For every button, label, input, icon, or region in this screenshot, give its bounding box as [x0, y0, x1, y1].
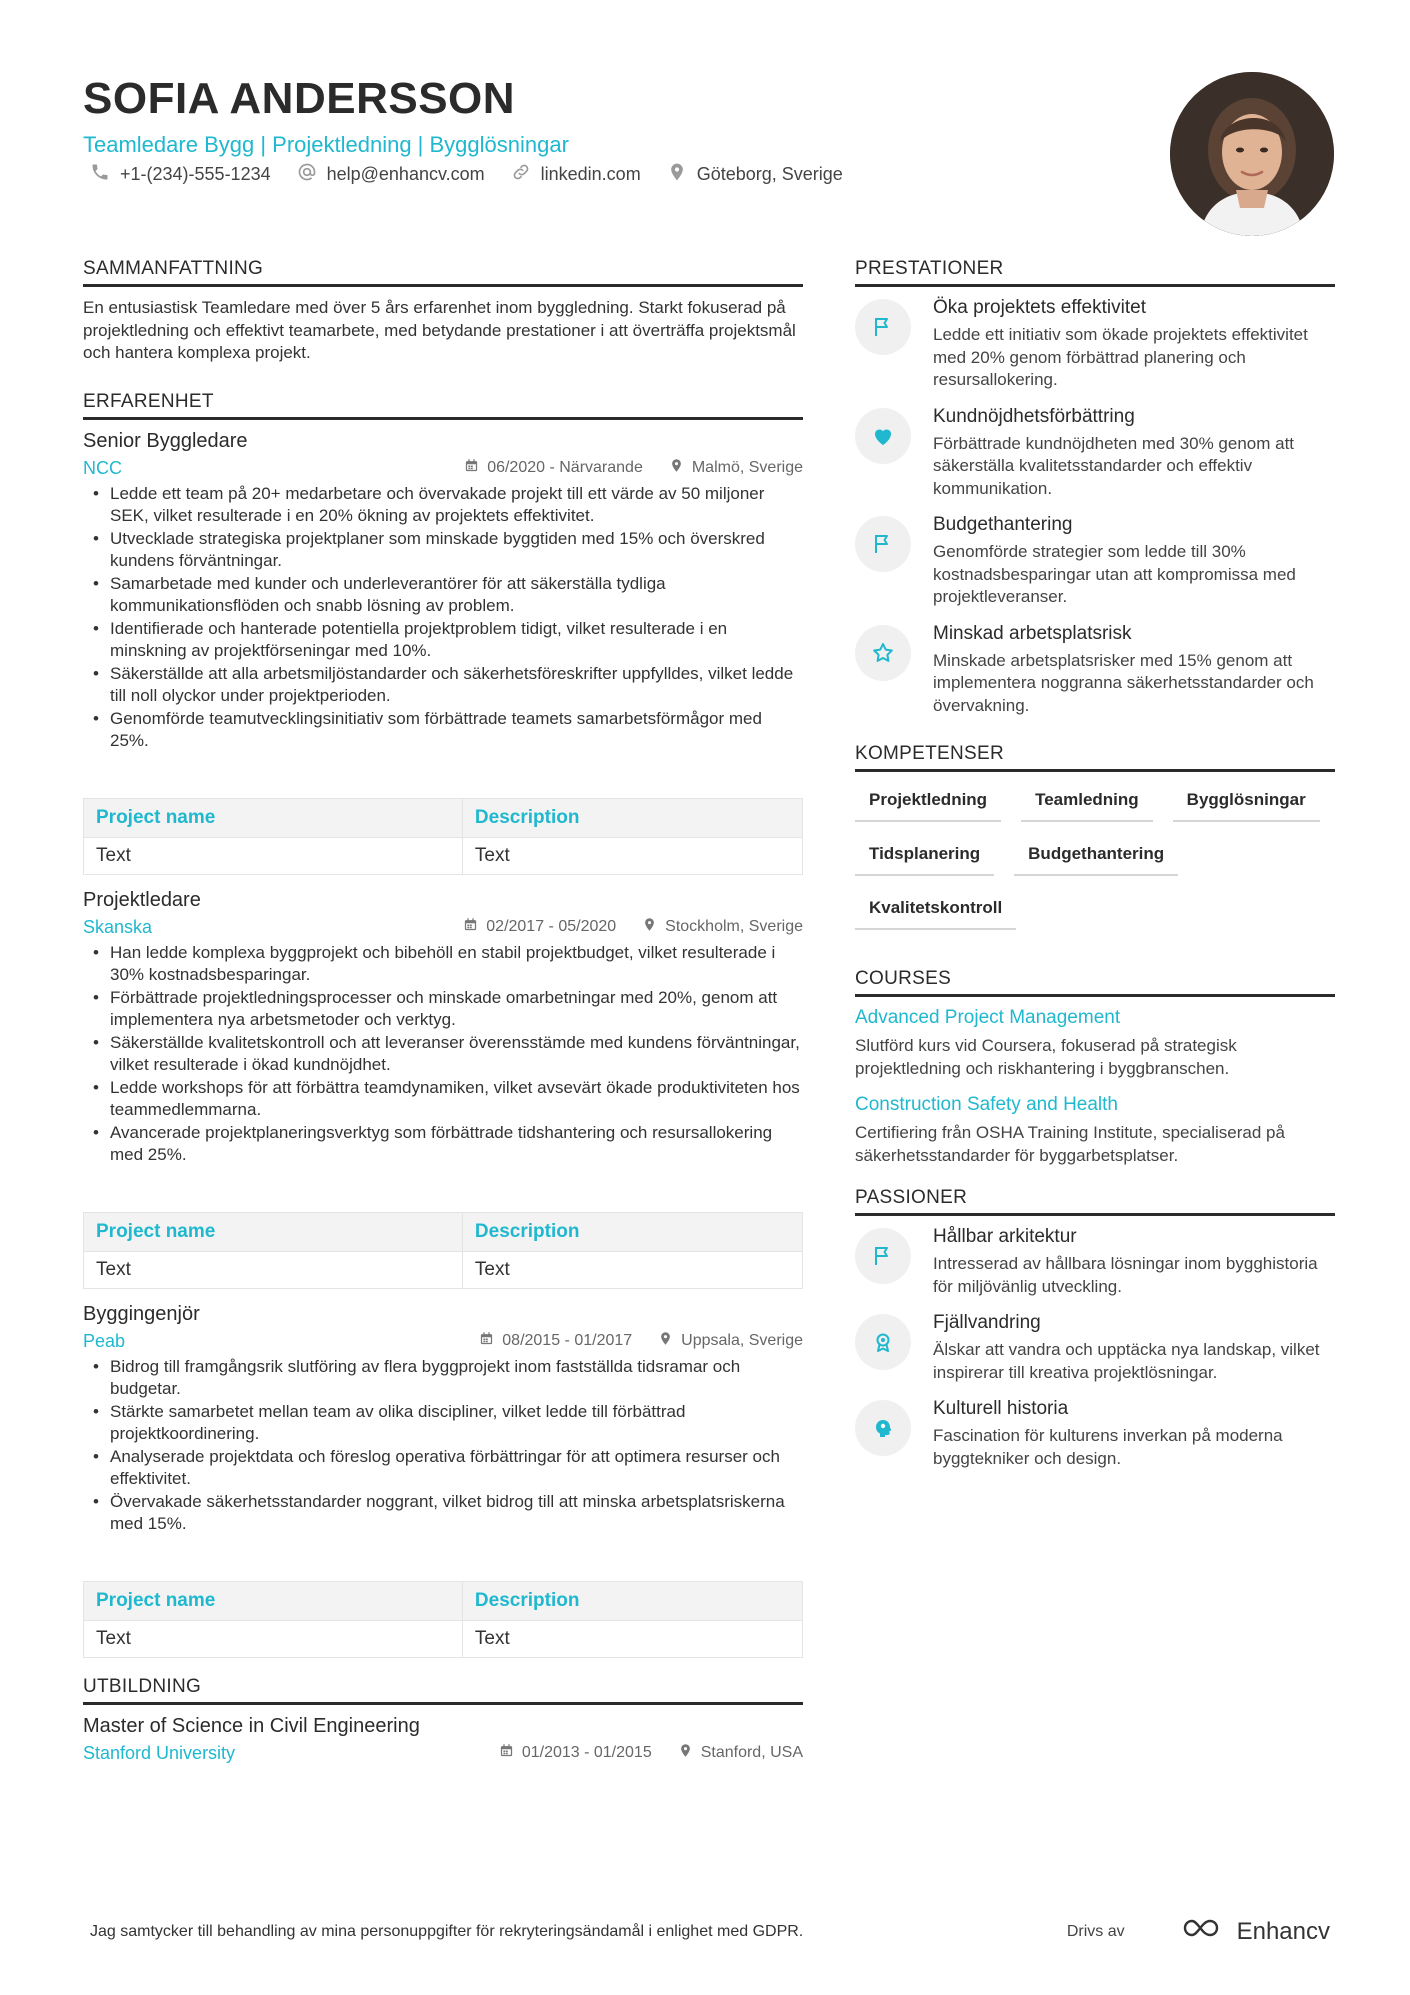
passion-item — [855, 1398, 1335, 1470]
right-column — [855, 258, 1335, 1484]
passion-desc: Intresserad av hållbara lösningar inom bygghistoria för miljövänlig utveckling. — [933, 1254, 1318, 1296]
achievements-section — [855, 258, 1335, 717]
passion-title: Fjällvandring — [933, 1312, 1041, 1333]
company-name[interactable]: Skanska — [83, 916, 153, 937]
skill-tag: Kvalitetskontroll — [855, 890, 1016, 930]
location-text: Göteborg, Sverige — [696, 164, 843, 184]
job-dates: 08/2015 - 01/2017 — [502, 1332, 633, 1349]
passion-desc: Fascination för kulturens inverkan på moderna byggtekniker och design. — [933, 1426, 1283, 1468]
course-title[interactable]: Advanced Project Management — [855, 1007, 1121, 1028]
project-name-header: Project name — [84, 1212, 463, 1251]
location-pin-icon — [658, 1331, 673, 1351]
achievements-heading: PRESTATIONER — [855, 258, 1335, 287]
bullet-item: • Ledde ett team på 20+ medarbetare och övervakade projekt till ett värde av 50 miljoner SEK, vilket resulterade i en 20% ökning av projektets effektivitet. — [93, 483, 803, 528]
star-icon — [855, 625, 911, 681]
bullet-item: • Han ledde komplexa byggprojekt och bibehöll en stabil projektbudget, vilket resulterade i 30% kostnadsbesparingar. — [93, 942, 803, 987]
bullet-item: • Övervakade säkerhetsstandarder noggrant, vilket bidrog till att minska arbetsplatsriskerna med 15%. — [93, 1491, 803, 1536]
skill-tag: Budgethantering — [1014, 836, 1178, 876]
project-table — [83, 798, 803, 875]
bullet-item: • Utvecklade strategiska projektplaner som minskade byggtiden med 15% och överskred kundens förväntningar. — [93, 528, 803, 573]
passions-section — [855, 1187, 1335, 1470]
enhancv-logo-icon — [1181, 1916, 1227, 1947]
passions-heading: PASSIONER — [855, 1187, 1335, 1216]
bullet-item: • Identifierade och hanterade potentiella projektproblem tidigt, vilket resulterade i en minskning av projektförseningar med 10%. — [93, 618, 803, 663]
company-name[interactable]: NCC — [83, 457, 122, 478]
description-header: Description — [462, 798, 802, 837]
link-icon — [511, 162, 531, 187]
education-heading: UTBILDNING — [83, 1676, 803, 1705]
email-text: help@enhancv.com — [326, 164, 485, 184]
job-bullets — [93, 483, 803, 753]
location-pin-icon — [642, 917, 657, 937]
achievement-item — [855, 623, 1335, 718]
course-title[interactable]: Construction Safety and Health — [855, 1094, 1118, 1115]
brand-logo[interactable] — [1181, 1916, 1330, 1947]
education-meta — [83, 1743, 803, 1764]
experience-section — [83, 391, 803, 1658]
project-name-header: Project name — [84, 1581, 463, 1620]
job-location: Malmö, Sverige — [691, 459, 803, 476]
description-cell: Text — [462, 1251, 802, 1288]
description-header: Description — [462, 1581, 802, 1620]
job-dates: 06/2020 - Närvarande — [487, 459, 643, 476]
experience-heading: ERFARENHET — [83, 391, 803, 420]
skills-heading: KOMPETENSER — [855, 743, 1335, 772]
skills-list — [855, 782, 1335, 944]
bullet-item: • Ledde workshops för att förbättra teamdynamiken, vilket avsevärt ökade produktiviteten hos teammedlemmarna. — [93, 1077, 803, 1122]
project-table — [83, 1581, 803, 1658]
heart-icon — [855, 408, 911, 464]
passion-title: Hållbar arkitektur — [933, 1226, 1077, 1247]
summary-section — [83, 258, 803, 365]
achievement-title: Öka projektets effektivitet — [933, 297, 1146, 318]
skill-tag: Teamledning — [1021, 782, 1153, 822]
location-pin-icon — [669, 458, 684, 478]
left-column — [83, 258, 803, 1768]
job-meta — [83, 458, 803, 479]
project-name-header: Project name — [84, 798, 463, 837]
project-name-cell: Text — [84, 837, 463, 874]
bullet-item: • Bidrog till framgångsrik slutföring av flera byggprojekt inom fastställda tidsramar och budgetar. — [93, 1356, 803, 1401]
bullet-item: • Samarbetade med kunder och underleverantörer för att säkerställa tydliga kommunikationsflöden och snabb lösning av problem. — [93, 573, 803, 618]
achievement-title: Kundnöjdhetsförbättring — [933, 405, 1135, 427]
contact-linkedin[interactable] — [511, 162, 641, 187]
job-location: Uppsala, Sverige — [681, 1332, 803, 1349]
contact-phone[interactable] — [90, 162, 271, 187]
at-icon — [297, 162, 317, 187]
passion-item — [855, 1226, 1335, 1298]
phone-icon — [90, 162, 110, 187]
passion-item — [855, 1312, 1335, 1384]
passion-desc: Älskar att vandra och upptäcka nya landskap, vilket inspirerar till kreativa projektlösningar. — [933, 1340, 1320, 1382]
education-section — [83, 1676, 803, 1764]
bullet-item: • Säkerställde att alla arbetsmiljöstandarder och säkerhetsföreskrifter uppfylldes, vilket ledde till noll olyckor under projektperioden. — [93, 663, 803, 708]
award-icon — [855, 1314, 911, 1370]
courses-heading: COURSES — [855, 968, 1335, 997]
bullet-item: • Analyserade projektdata och föreslog operativa förbättringar för att optimera resurser och effektivitet. — [93, 1446, 803, 1491]
bullet-item: • Förbättrade projektledningsprocesser och minskade omarbetningar med 20%, genom att implementera nya arbetsmetoder och verktyg. — [93, 987, 803, 1032]
project-table — [83, 1212, 803, 1289]
phone-text: +1-(234)-555-1234 — [120, 164, 271, 184]
summary-heading: SAMMANFATTNING — [83, 258, 803, 287]
flag-icon — [855, 299, 911, 355]
description-cell: Text — [462, 837, 802, 874]
flag-icon — [855, 1228, 911, 1284]
job-bullets — [93, 942, 803, 1167]
achievement-title: Budgethantering — [933, 514, 1073, 535]
description-header: Description — [462, 1212, 802, 1251]
achievement-item — [855, 406, 1335, 501]
bullet-item: • Säkerställde kvalitetskontroll och att leveranser överensstämde med kundens förväntningar, vilket resulterade i ökad kundnöjdhet. — [93, 1032, 803, 1077]
achievement-desc: Genomförde strategier som ledde till 30% kostnadsbesparingar utan att kompromissa med projektleveranser. — [933, 542, 1296, 606]
course-desc: Slutförd kurs vid Coursera, fokuserad på strategisk projektledning och riskhantering i byggbranschen. — [855, 1036, 1237, 1078]
skill-tag: Projektledning — [855, 782, 1001, 822]
brain-icon — [855, 1400, 911, 1456]
contact-bar — [90, 162, 843, 187]
brand-name: Enhancv — [1236, 1917, 1330, 1945]
location-pin-icon — [678, 1743, 693, 1763]
avatar — [1170, 72, 1334, 236]
flag-icon — [855, 516, 911, 572]
education-location: Stanford, USA — [700, 1744, 803, 1761]
powered-by-label: Drivs av — [1066, 1922, 1125, 1940]
project-name-cell: Text — [84, 1251, 463, 1288]
bullet-item: • Stärkte samarbetet mellan team av olika discipliner, vilket ledde till förbättrad projektkoordinering. — [93, 1401, 803, 1446]
skills-section — [855, 743, 1335, 944]
location-pin-icon — [667, 162, 687, 187]
footer — [90, 1916, 1330, 1947]
calendar-icon — [479, 1331, 494, 1351]
job-meta — [83, 917, 803, 938]
passion-title: Kulturell historia — [933, 1398, 1069, 1419]
achievement-desc: Förbättrade kundnöjdheten med 30% genom att säkerställa kvalitetsstandarder och effektiv kommunikation. — [933, 433, 1295, 498]
achievement-desc: Ledde ett initiativ som ökade projektets effektivitet med 20% genom förbättrad planering och resursallokering. — [933, 325, 1308, 389]
achievement-title: Minskad arbetsplatsrisk — [933, 622, 1132, 644]
job-bullets — [93, 1356, 803, 1536]
project-name-cell: Text — [84, 1620, 463, 1657]
company-name[interactable]: Peab — [83, 1330, 126, 1351]
gdpr-consent: Jag samtycker till behandling av mina personuppgifter för rekryteringsändamål i enlighet med GDPR. — [90, 1922, 804, 1940]
skill-tag: Bygglösningar — [1173, 782, 1320, 822]
bullet-item: • Genomförde teamutvecklingsinitiativ som förbättrade teamets samarbetsförmågor med 25%. — [93, 708, 803, 753]
course-desc: Certifiering från OSHA Training Institute, specialiserad på säkerhetsstandarder för byggarbetsplatser. — [855, 1123, 1285, 1165]
degree-title: Master of Science in Civil Engineering — [83, 1714, 420, 1737]
job-entry — [83, 1303, 803, 1658]
calendar-icon — [499, 1743, 514, 1763]
job-title: Projektledare — [83, 888, 201, 911]
job-location: Stockholm, Sverige — [665, 918, 803, 935]
calendar-icon — [463, 917, 478, 937]
linkedin-text: linkedin.com — [540, 164, 641, 184]
achievement-desc: Minskade arbetsplatsrisker med 15% genom att implementera noggranna säkerhetsstandarder och övervakning. — [933, 650, 1314, 715]
school-name[interactable]: Stanford University — [83, 1742, 236, 1763]
achievement-item — [855, 514, 1335, 609]
bullet-item: • Avancerade projektplaneringsverktyg som förbättrade tidshantering och resursallokering med 25%. — [93, 1122, 803, 1167]
summary-text: En entusiastisk Teamledare med över 5 års erfarenhet inom byggledning. Starkt fokuserad på projektledning och effektivt teamarbete, med betydande prestationer i att överträffa projektsmål och hantera komplexa projekt. — [83, 298, 796, 362]
job-title: Byggingenjör — [83, 1302, 200, 1325]
job-dates: 02/2017 - 05/2020 — [486, 918, 617, 935]
achievement-item — [855, 297, 1335, 392]
job-entry — [83, 430, 803, 875]
job-title: Senior Byggledare — [83, 429, 248, 452]
skill-tag: Tidsplanering — [855, 836, 994, 876]
headline: Teamledare Bygg | Projektledning | Bygglösningar — [83, 132, 569, 157]
courses-section — [855, 968, 1335, 1167]
job-meta — [83, 1331, 803, 1352]
contact-email[interactable] — [297, 162, 485, 187]
contact-location — [667, 162, 843, 187]
job-entry — [83, 889, 803, 1289]
candidate-name: SOFIA ANDERSSON — [83, 74, 516, 123]
education-dates: 01/2013 - 01/2015 — [521, 1744, 652, 1761]
calendar-icon — [464, 458, 479, 478]
description-cell: Text — [462, 1620, 802, 1657]
